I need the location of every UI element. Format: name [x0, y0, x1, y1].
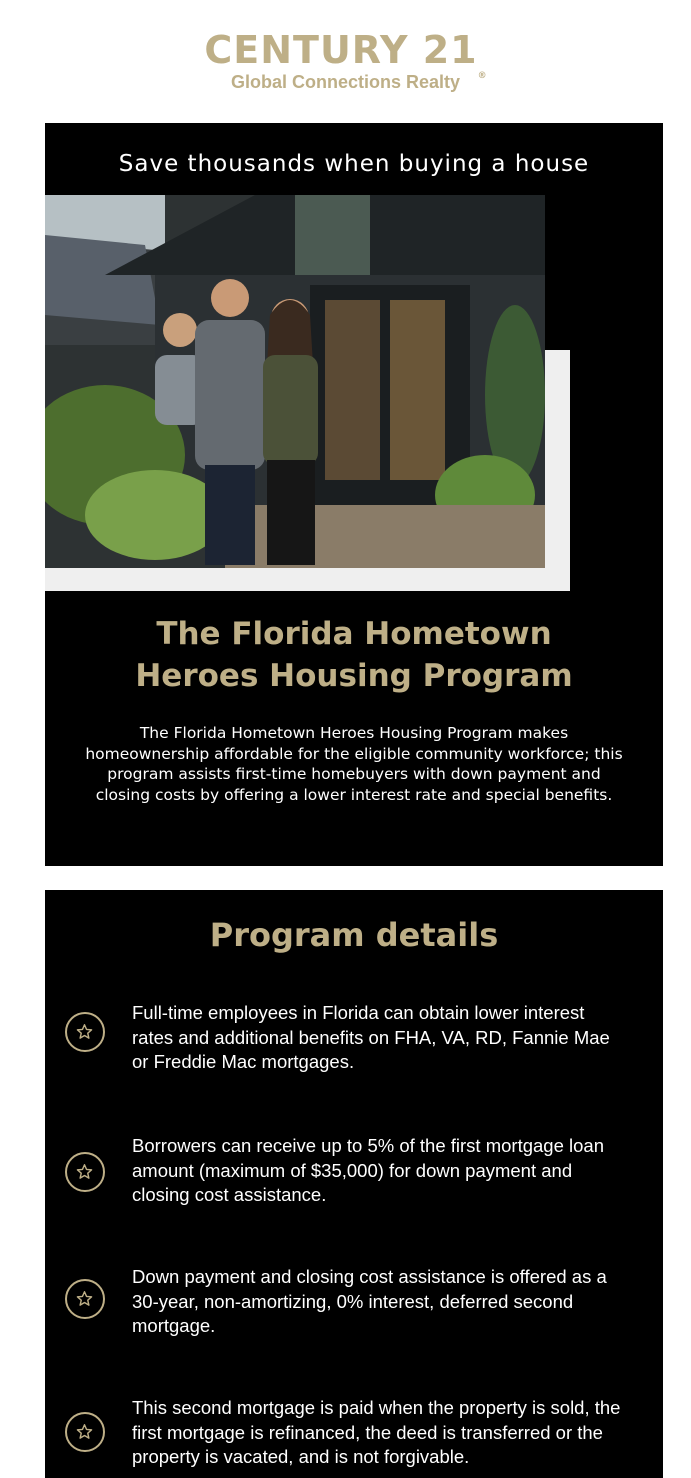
brand-subtitle: Global Connections Realty	[230, 72, 461, 92]
hero-tagline: Save thousands when buying a house	[118, 151, 590, 177]
detail-text: Down payment and closing cost assistance is offered as a 30-year, non-amortizing, 0% interest, deferred second mortgage.	[132, 1266, 607, 1336]
family-house-photo	[45, 195, 545, 568]
brand-header	[0, 28, 691, 93]
detail-text: Borrowers can receive up to 5% of the first mortgage loan amount (maximum of $35,000) for down payment and closing cost assistance.	[132, 1135, 604, 1205]
brand-logo: CENTURY 21®	[204, 28, 487, 81]
star-icon	[65, 1412, 105, 1452]
program-description: The Florida Hometown Heroes Housing Program makes homeownership affordable for the eligible community workforce; this program assists first-time homebuyers with down payment and closing costs by offering a lower interest rate and special benefits.	[85, 724, 623, 804]
program-title: The Florida Hometown Heroes Housing Program	[135, 616, 573, 694]
star-icon	[65, 1152, 105, 1192]
detail-text: This second mortgage is paid when the property is sold, the first mortgage is refinanced, the deed is transferred or the property is vacated, and is not forgivable.	[132, 1397, 621, 1467]
star-icon	[65, 1012, 105, 1052]
details-title: Program details	[209, 916, 499, 954]
detail-text: Full-time employees in Florida can obtain lower interest rates and additional benefits on FHA, VA, RD, Fannie Mae or Freddie Mac mortgages.	[132, 1002, 610, 1072]
star-icon	[65, 1279, 105, 1319]
program-card	[45, 123, 663, 866]
program-details-card	[45, 890, 663, 1478]
